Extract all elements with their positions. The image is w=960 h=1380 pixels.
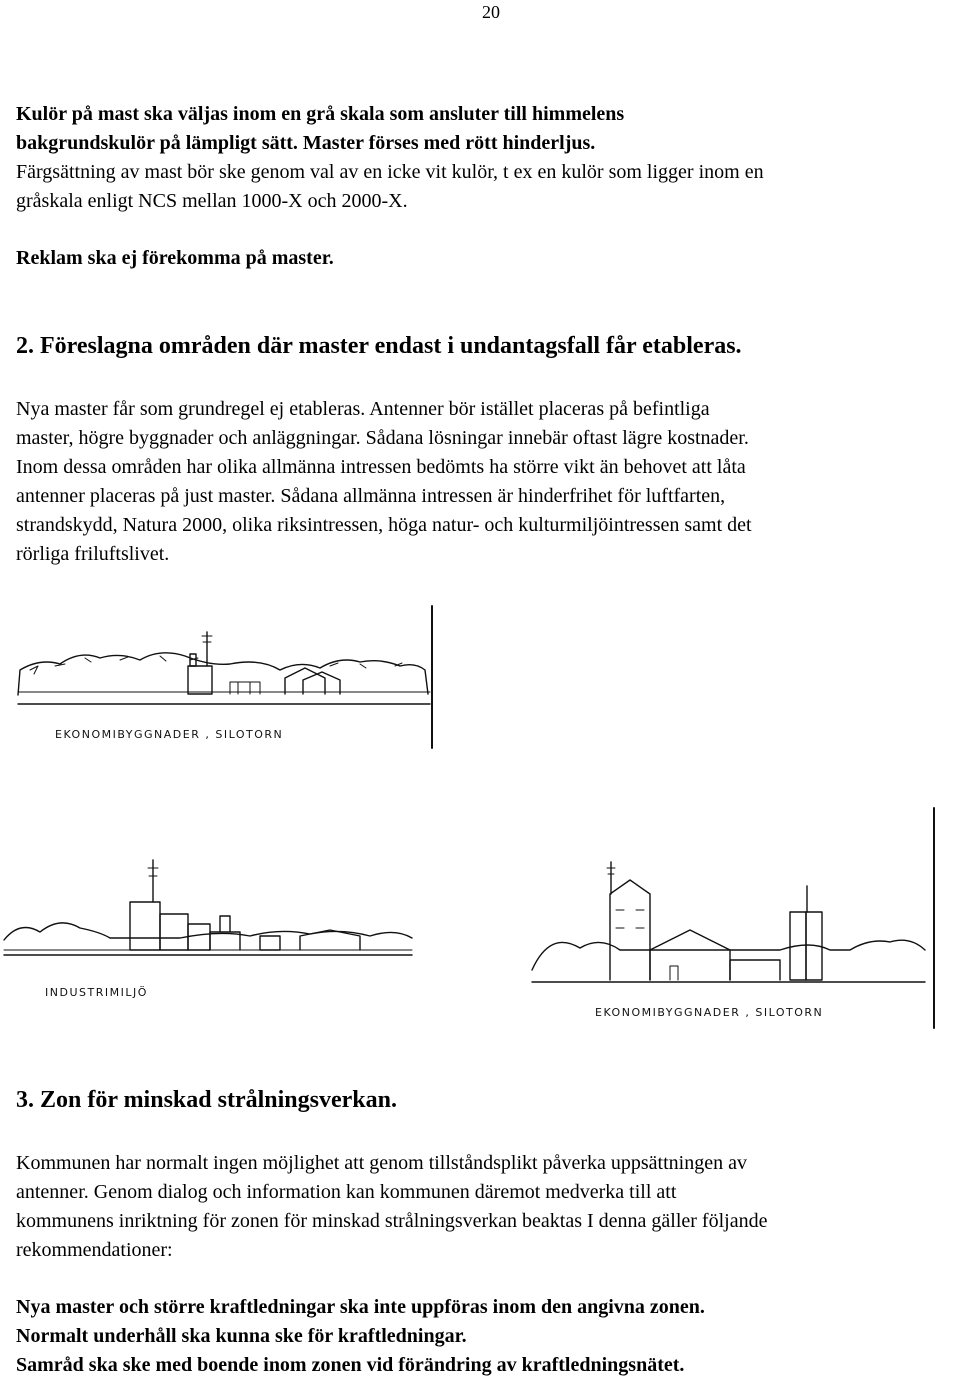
section-2-heading: 2. Föreslagna områden där master endast i undantagsfall får etableras. (16, 333, 742, 359)
section-2-line-6: rörliga friluftslivet. (16, 543, 170, 565)
recommendation-2: Normalt underhåll ska kunna ske för kraftledningar. (16, 1325, 467, 1347)
section-3-line-1: Kommunen har normalt ingen möjlighet att genom tillståndsplikt påverka uppsättningen av (16, 1152, 747, 1174)
sketch-2-caption: INDUSTRIMILJÖ (45, 986, 148, 999)
intro-bold-line-1: Kulör på mast ska väljas inom en grå skala som ansluter till himmelens (16, 103, 625, 125)
intro-bold-line-2: bakgrundskulör på lämpligt sätt. Master förses med rött hinderljus. (16, 132, 596, 154)
page-number: 20 (482, 2, 500, 22)
reklam-notice: Reklam ska ej förekomma på master. (16, 247, 334, 269)
recommendation-1: Nya master och större kraftledningar ska inte uppföras inom den angivna zonen. (16, 1296, 705, 1318)
sketch-farm-buildings (0, 600, 440, 760)
section-2-line-5: strandskydd, Natura 2000, olika riksintressen, höga natur- och kulturmiljöintressen samt det (16, 514, 752, 536)
intro-line-1: Färgsättning av mast bör ske genom val av en icke vit kulör, t ex en kulör som ligger inom en (16, 161, 764, 183)
section-3-line-4: rekommendationer: (16, 1239, 173, 1261)
section-2-line-1: Nya master får som grundregel ej etableras. Antenner bör istället placeras på befintliga (16, 398, 710, 420)
section-2-line-3: Inom dessa områden har olika allmänna intressen bedömts ha större vikt än behovet att låta (16, 456, 746, 478)
section-3-line-3: kommunens inriktning för zonen för minskad strålningsverkan beaktas I denna gäller följande (16, 1210, 768, 1232)
section-3-heading: 3. Zon för minskad strålningsverkan. (16, 1087, 397, 1113)
recommendation-3: Samråd ska ske med boende inom zonen vid förändring av kraftledningsnätet. (16, 1354, 685, 1376)
sketch-3-caption: EKONOMIBYGGNADER , SILOTORN (595, 1006, 824, 1019)
sketch-industrial (0, 820, 420, 1020)
sketch-1-caption: EKONOMIBYGGNADER , SILOTORN (55, 728, 284, 741)
sketch-farm-silo (520, 800, 960, 1030)
section-2-line-2: master, högre byggnader och anläggningar. Sådana lösningar innebär oftast lägre kostnader. (16, 427, 749, 449)
section-3-line-2: antenner. Genom dialog och information kan kommunen däremot medverka till att (16, 1181, 677, 1203)
section-2-line-4: antenner placeras på just master. Sådana allmänna intressen är hinderfrihet för luftfarten, (16, 485, 726, 507)
intro-line-2: gråskala enligt NCS mellan 1000-X och 2000-X. (16, 190, 408, 212)
